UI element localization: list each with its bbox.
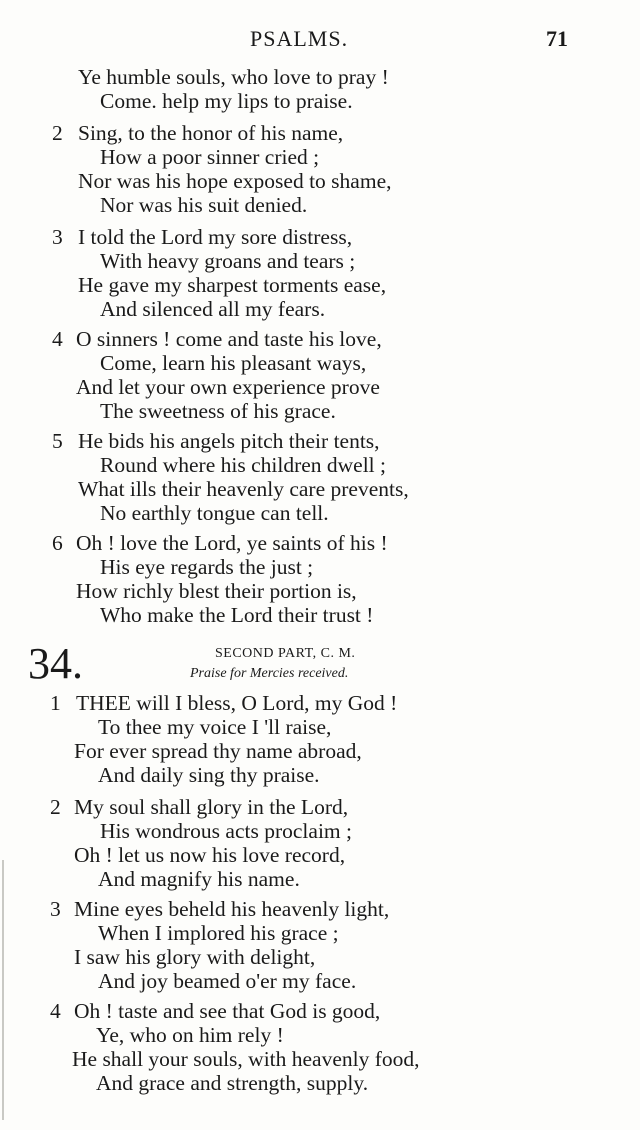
verse-line: To thee my voice I 'll raise, [98,715,332,739]
verse-line: And magnify his name. [98,867,300,891]
verse-line: How richly blest their portion is, [76,579,357,603]
verse-line: And grace and strength, supply. [96,1071,369,1095]
stanza-number: 2 [50,795,61,819]
verse-line: No earthly tongue can tell. [100,501,329,525]
verse-line: Nor was his suit denied. [100,193,308,217]
verse-line: How a poor sinner cried ; [100,145,320,169]
verse-line: Mine eyes beheld his heavenly light, [74,897,390,921]
verse-line: I saw his glory with delight, [74,945,316,969]
verse-line: O sinners ! come and taste his love, [76,327,382,351]
verse-line: What ills their heavenly care prevents, [78,477,409,501]
verse-line: And silenced all my fears. [100,297,326,321]
verse-line: Come. help my lips to praise. [100,89,353,113]
verse-line: The sweetness of his grace. [100,399,336,423]
verse-line: He gave my sharpest torments ease, [78,273,387,297]
stanza-number: 6 [52,531,63,555]
hymn-part-heading: SECOND PART, C. M. [215,646,356,661]
stanza-number: 3 [50,897,61,921]
stanza-number: 5 [52,429,63,453]
verse-line: Ye humble souls, who love to pray ! [78,65,389,89]
verse-line: I told the Lord my sore distress, [78,225,353,249]
stanza-number: 3 [52,225,63,249]
verse-line: He bids his angels pitch their tents, [78,429,380,453]
verse-line: For ever spread thy name abroad, [74,739,362,763]
verse-line: Nor was his hope exposed to shame, [78,169,392,193]
verse-line: Oh ! let us now his love record, [74,843,346,867]
stanza-number: 2 [52,121,63,145]
stanza-number: 4 [52,327,63,351]
verse-line: And let your own experience prove [76,375,380,399]
hymn-number: 34. [28,639,83,688]
page-header [0,26,640,56]
verse-line: Ye, who on him rely ! [96,1023,284,1047]
verse-line: His wondrous acts proclaim ; [100,819,352,843]
verse-line: THEE will I bless, O Lord, my God ! [76,691,398,715]
verse-line: My soul shall glory in the Lord, [74,795,349,819]
verse-line: Come, learn his pleasant ways, [100,351,367,375]
verse-line: With heavy groans and tears ; [100,249,356,273]
running-head: PSALMS. [250,26,349,51]
verse-line: Oh ! taste and see that God is good, [74,999,381,1023]
verse-line: He shall your souls, with heavenly food, [72,1047,420,1071]
hymn-subtitle: Praise for Mercies received. [190,666,349,681]
verse-line: Round where his children dwell ; [100,453,387,477]
page-number: 71 [546,26,568,51]
verse-line: Who make the Lord their trust ! [100,603,374,627]
verse-line: Oh ! love the Lord, ye saints of his ! [76,531,388,555]
verse-line: And daily sing thy praise. [98,763,320,787]
stanza-number: 1 [50,691,61,715]
verse-line: And joy beamed o'er my face. [98,969,357,993]
stanza-number: 4 [50,999,61,1023]
verse-line: When I implored his grace ; [98,921,339,945]
page-edge-shadow [2,860,4,1120]
verse-line: His eye regards the just ; [100,555,314,579]
verse-line: Sing, to the honor of his name, [78,121,344,145]
